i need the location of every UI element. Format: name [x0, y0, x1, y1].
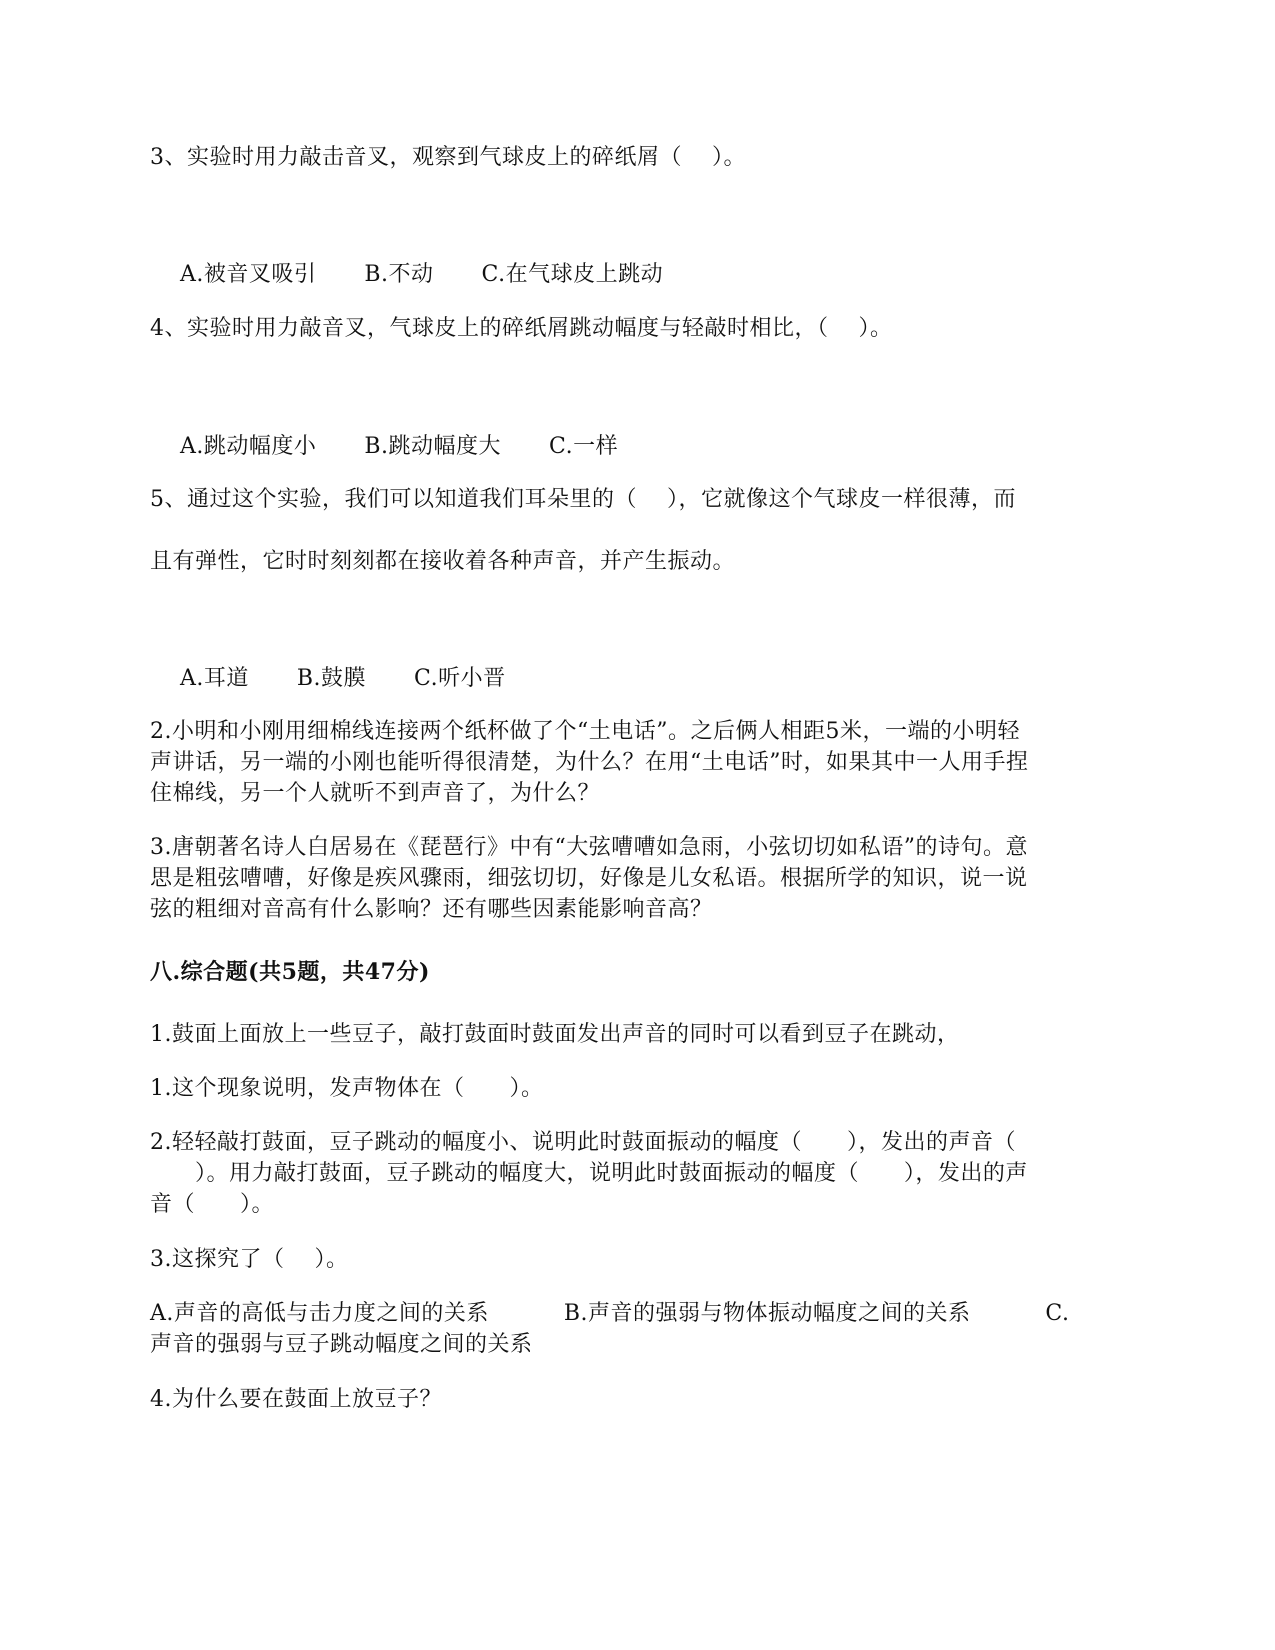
drum-sub-2-line-1: 2.轻轻敲打鼓面，豆子跳动的幅度小、说明此时鼓面振动的幅度（ ），发出的声音（ [150, 1130, 1016, 1155]
question-4-stem: 4、实验时用力敲音叉，气球皮上的碎纸屑跳动幅度与轻敲时相比，（ ）。 [150, 316, 893, 341]
question-3-stem: 3、实验时用力敲击音叉，观察到气球皮上的碎纸屑（ ）。 [150, 145, 746, 170]
drum-sub-3-options-line-1: A.声音的高低与击力度之间的关系 B.声音的强弱与物体振动幅度之间的关系 C. [150, 1301, 1070, 1326]
drum-sub-3-options-line-2: 声音的强弱与豆子跳动幅度之间的关系 [150, 1332, 533, 1357]
drum-intro: 1.鼓面上面放上一些豆子，敲打鼓面时鼓面发出声音的同时可以看到豆子在跳动， [150, 1022, 960, 1047]
drum-sub-3: 3.这探究了（ ）。 [150, 1247, 349, 1272]
poem-question-line-3: 弦的粗细对音高有什么影响？还有哪些因素能影响音高？ [150, 897, 713, 922]
phone-question-line-3: 住棉线，另一个人就听不到声音了，为什么？ [150, 781, 601, 806]
drum-sub-1: 1.这个现象说明，发声物体在（ ）。 [150, 1076, 544, 1101]
phone-question-line-2: 声讲话，另一端的小刚也能听得很清楚，为什么？在用“土电话”时，如果其中一人用手捏 [150, 750, 1029, 775]
option-b: B.鼓膜 [296, 666, 367, 691]
question-5-stem-line-1: 5、通过这个实验，我们可以知道我们耳朵里的（ ），它就像这个气球皮一样很薄，而 [150, 487, 1016, 512]
option-c: C.听小晋 [414, 666, 506, 691]
poem-question-line-2: 思是粗弦嘈嘈，好像是疾风骤雨，细弦切切，好像是儿女私语。根据所学的知识，说一说 [150, 866, 1028, 891]
option-b: B.跳动幅度大 [364, 434, 502, 459]
option-a: A.跳动幅度小 [179, 434, 317, 459]
option-c: C.在气球皮上跳动 [481, 262, 664, 287]
question-5-options [150, 631, 1130, 727]
option-c: C.一样 [549, 434, 619, 459]
section-8-title: 八.综合题(共5题，共47分) [150, 959, 430, 985]
question-5-stem-line-2: 且有弹性，它时时刻刻都在接收着各种声音，并产生振动。 [150, 549, 736, 574]
drum-sub-2-line-3: 音（ ）。 [150, 1192, 274, 1217]
option-b: B.不动 [364, 262, 434, 287]
option-a: A.被音叉吸引 [179, 262, 317, 287]
poem-question-line-1: 3.唐朝著名诗人白居易在《琵琶行》中有“大弦嘈嘈如急雨，小弦切切如私语”的诗句。意 [150, 835, 1028, 860]
option-a: A.耳道 [179, 666, 249, 691]
drum-sub-4: 4.为什么要在鼓面上放豆子？ [150, 1387, 442, 1412]
drum-sub-2-line-2: ）。用力敲打鼓面，豆子跳动的幅度大，说明此时鼓面振动的幅度（ ），发出的声 [150, 1161, 1028, 1186]
phone-question-line-1: 2.小明和小刚用细棉线连接两个纸杯做了个“土电话”。之后俩人相距5米，一端的小明轻 [150, 719, 1020, 744]
question-3-options [150, 227, 1130, 323]
question-4-options [150, 399, 1130, 495]
